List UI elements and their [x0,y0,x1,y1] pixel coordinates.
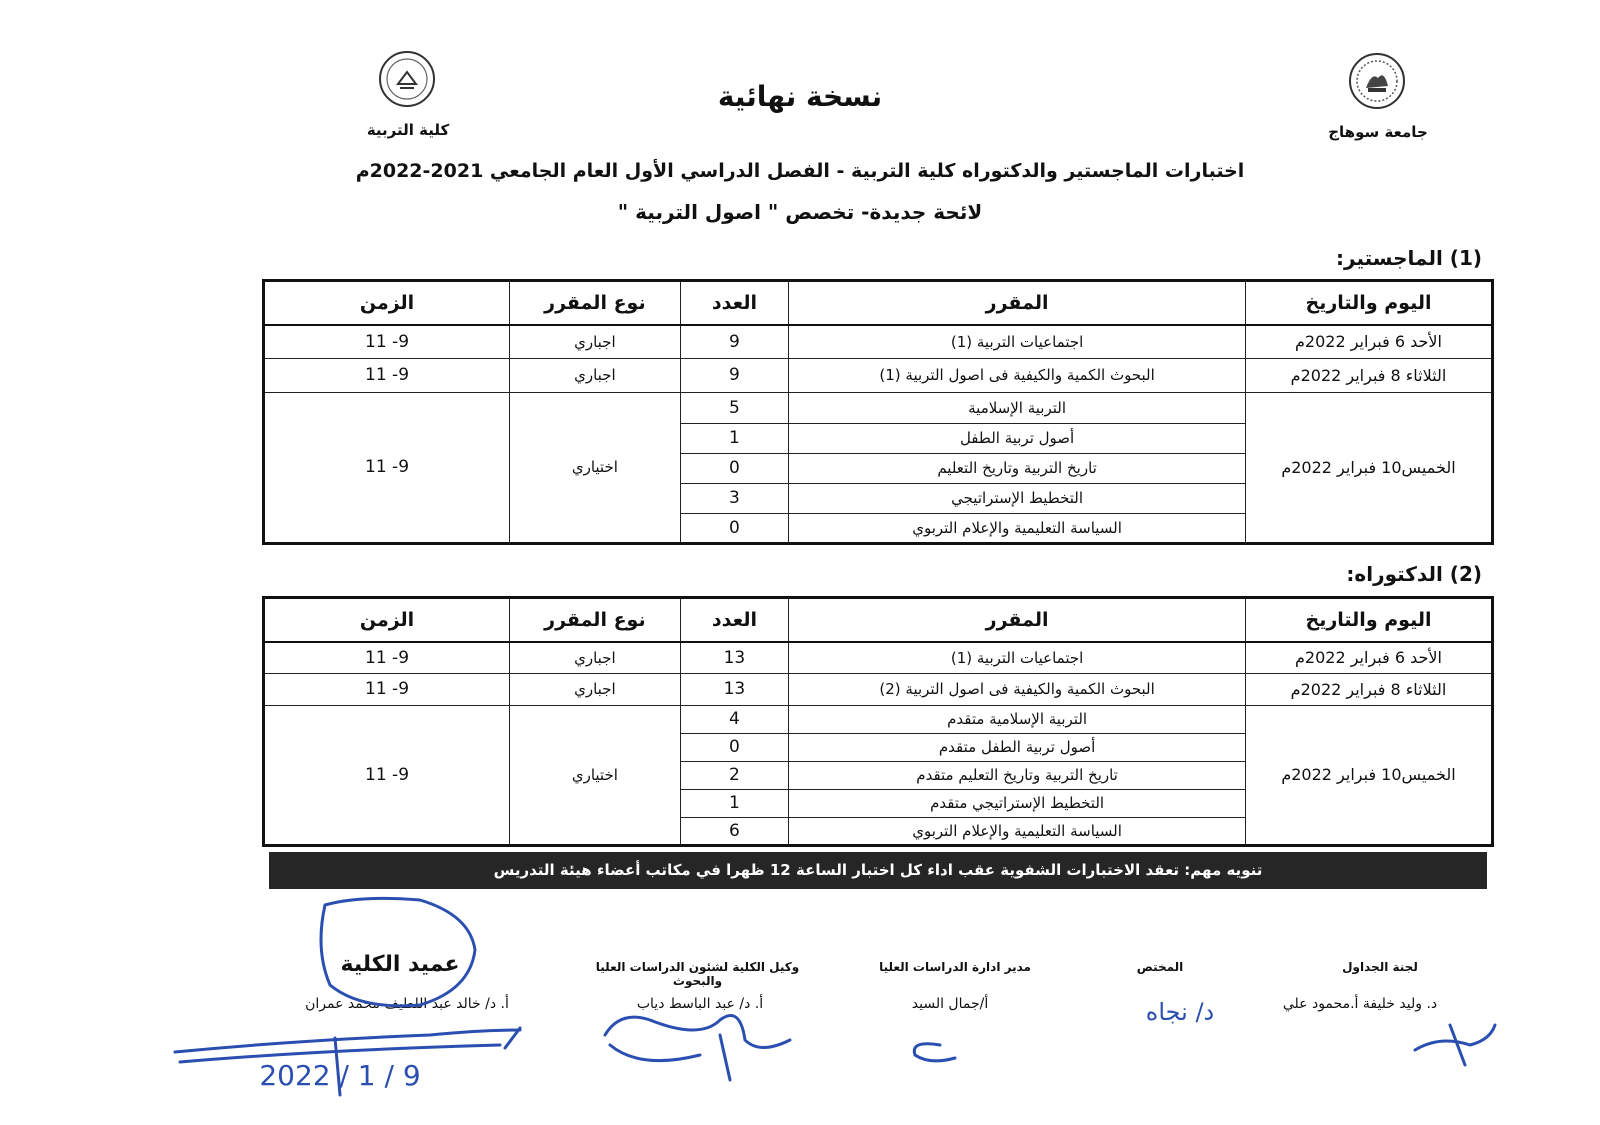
table-row [264,642,1493,673]
director-name: أ/جمال السيد [911,996,989,1012]
row-date: الأحد 6 فبراير 2022م [1246,325,1493,358]
row-count: 5 [680,392,788,423]
vice-dean-title: وكيل الكلية لشئون الدراسات العليا والبحوث [595,960,800,988]
col-header-course: المقرر [789,281,1246,326]
row-type: اجباري [510,358,681,392]
row-time: 9- 11 [264,358,510,392]
row-type: اجباري [510,325,681,358]
specialist-handwritten-name: د/ نجاه [1145,998,1215,1026]
row-course: السياسة التعليمية والإعلام التربوي [789,817,1246,845]
row-course: البحوث الكمية والكيفية فى اصول التربية (2) [789,673,1246,705]
final-copy-title: نسخة نهائية [717,80,883,113]
row-count: 0 [680,513,788,543]
col-header-count: العدد [680,281,788,326]
table-header-row [264,598,1493,643]
row-course: أصول تربية الطفل متقدم [789,733,1246,761]
col-header-date: اليوم والتاريخ [1246,598,1493,643]
row-time: 9- 11 [264,673,510,705]
masters-table [262,279,1494,545]
row-count: 3 [680,483,788,513]
col-header-time: الزمن [264,598,510,643]
row-count: 13 [680,673,788,705]
row-type: اختياري [510,705,681,845]
doctorate-table [262,596,1494,847]
row-course: التخطيط الإستراتيجي متقدم [789,789,1246,817]
col-header-time: الزمن [264,281,510,326]
dean-name: أ. د/ خالد عبد اللطيف محمد عمران [305,996,509,1012]
vice-dean-name: أ. د/ عبد الباسط دياب [636,996,764,1012]
row-count: 0 [680,453,788,483]
schedule-committee-title: لجنة الجداول [1342,960,1418,974]
row-type: اجباري [510,642,681,673]
exam-subtitle: اختبارات الماجستير والدكتوراه كلية التربية - الفصل الدراسي الأول العام الجامعي 2021-2022م [355,160,1245,182]
row-time: 9- 11 [264,392,510,543]
row-type: اختياري [510,392,681,543]
row-course: التخطيط الإستراتيجي [789,483,1246,513]
table-row [264,358,1493,392]
doctorate-section-label: (2) الدكتوراه: [1346,562,1482,586]
row-date: الخميس10 فبراير 2022م [1246,705,1493,845]
table-row [264,673,1493,705]
col-header-type: نوع المقرر [510,598,681,643]
table-row [264,705,1493,733]
table-row [264,392,1493,423]
table-header-row [264,281,1493,326]
row-time: 9- 11 [264,325,510,358]
col-header-course: المقرر [789,598,1246,643]
row-date: الثلاثاء 8 فبراير 2022م [1246,358,1493,392]
row-type: اجباري [510,673,681,705]
row-course: اجتماعيات التربية (1) [789,325,1246,358]
row-course: تاريخ التربية وتاريخ التعليم [789,453,1246,483]
handwritten-date: 2022 / 1 / 9 [259,1059,421,1092]
important-notice-bar: تنويه مهم: تعقد الاختبارات الشفوية عقب اداء كل اختبار الساعة 12 ظهرا في مكاتب أعضاء هيئة التدريس [269,852,1487,889]
col-header-type: نوع المقرر [510,281,681,326]
dean-title: عميد الكلية [340,952,460,977]
schedule-committee-names: د. وليد خليفة أ.محمود علي [1282,996,1438,1012]
row-course: اجتماعيات التربية (1) [789,642,1246,673]
director-title: مدير ادارة الدراسات العليا [879,960,1031,974]
row-count: 1 [680,423,788,453]
masters-section-label: (1) الماجستير: [1336,246,1482,270]
row-count: 9 [680,358,788,392]
row-course: السياسة التعليمية والإعلام التربوي [789,513,1246,543]
faculty-label: كلية التربية [366,121,450,139]
row-count: 13 [680,642,788,673]
row-date: الأحد 6 فبراير 2022م [1246,642,1493,673]
col-header-date: اليوم والتاريخ [1246,281,1493,326]
specialist-title: المختص [1136,960,1184,974]
row-count: 2 [680,761,788,789]
col-header-count: العدد [680,598,788,643]
row-date: الخميس10 فبراير 2022م [1246,392,1493,543]
row-course: التربية الإسلامية متقدم [789,705,1246,733]
row-date: الثلاثاء 8 فبراير 2022م [1246,673,1493,705]
row-count: 9 [680,325,788,358]
row-course: البحوث الكمية والكيفية فى اصول التربية (1) [789,358,1246,392]
specialization-subtitle: لائحة جديدة- تخصص " اصول التربية " [617,200,983,224]
row-count: 4 [680,705,788,733]
row-count: 0 [680,733,788,761]
row-count: 6 [680,817,788,845]
row-course: أصول تربية الطفل [789,423,1246,453]
row-course: تاريخ التربية وتاريخ التعليم متقدم [789,761,1246,789]
row-count: 1 [680,789,788,817]
table-row [264,325,1493,358]
university-label: جامعة سوهاج [1328,123,1428,141]
row-time: 9- 11 [264,642,510,673]
row-course: التربية الإسلامية [789,392,1246,423]
row-time: 9- 11 [264,705,510,845]
